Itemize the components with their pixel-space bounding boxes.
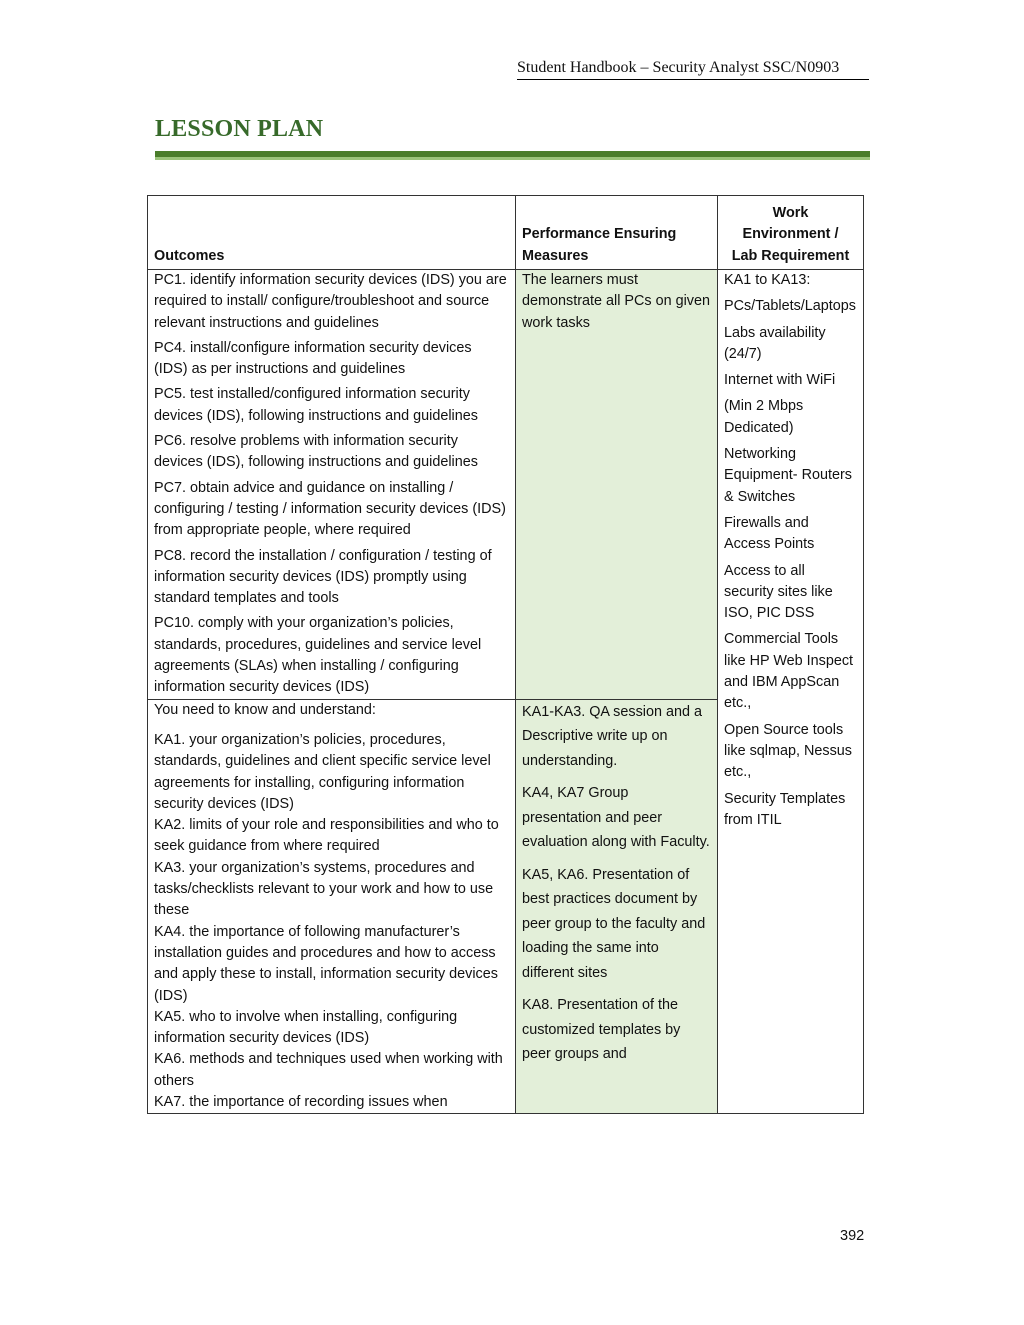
lesson-plan-table: [147, 195, 864, 1114]
requirement-item: Firewalls and Access Points: [724, 514, 815, 553]
outcome-item: PC4. install/configure information security devices (IDS) as per instructions and guidelines: [154, 339, 472, 378]
requirement-item: Labs availability (24/7): [724, 324, 826, 362]
outcome-item: PC6. resolve problems with information security devices (IDS), following instructions and guidelines: [154, 433, 478, 471]
outcome-item: PC10. comply with your organization’s policies, standards, procedures, guidelines and service level agreements (SLAs) when installing / configuring information security devices (IDS): [154, 615, 482, 696]
requirement-item: Commercial Tools like HP Web Inspect and IBM AppScan etc.,: [724, 631, 854, 712]
requirement-item: Internet with WiFi: [724, 372, 836, 389]
requirement-item: Security Templates from ITIL: [724, 790, 846, 828]
page-number: 392: [840, 1228, 865, 1244]
pc-outcomes-cell: [148, 270, 516, 700]
title-rule-accent: [155, 157, 870, 160]
requirement-item: KA1 to KA13:: [724, 272, 811, 288]
measure-item: KA5, KA6. Presentation of best practices document by peer group to the faculty and loading the same into different sites: [522, 866, 706, 981]
ka-intro: You need to know and understand:: [154, 701, 376, 718]
measure-item: KA4, KA7 Group presentation and peer evaluation along with Faculty.: [522, 785, 710, 851]
outcome-item: KA4. the importance of following manufacturer’s installation guides and procedures and how to access and apply these to install, information security devices (IDS): [154, 923, 498, 1004]
requirement-item: PCs/Tablets/Laptops: [724, 298, 856, 315]
ka-measures-cell: [516, 699, 718, 1114]
measure-item: KA8. Presentation of the customized templates by peer groups and: [522, 997, 681, 1063]
outcome-item: KA5. who to involve when installing, configuring information security devices (IDS): [154, 1008, 458, 1047]
measure-text: The learners must demonstrate all PCs on given work tasks: [522, 272, 710, 331]
outcome-item: KA3. your organization’s systems, procedures and tasks/checklists relevant to your work and how to use these: [154, 859, 494, 919]
outcome-item: PC5. test installed/configured information security devices (IDS), following instructions and guidelines: [154, 386, 478, 424]
requirement-item: (Min 2 Mbps Dedicated): [724, 398, 804, 436]
outcome-item: KA1. your organization’s policies, procedures, standards, guidelines and client specific service level agreements for installing, configuring information security devices (IDS): [154, 731, 491, 812]
header-outcomes: Outcomes: [148, 196, 516, 270]
outcome-item: PC8. record the installation / configuration / testing of information security devices (IDS) promptly using standard templates and tools: [154, 547, 492, 607]
ka-outcomes-cell: [148, 699, 516, 1114]
table-row-pc: [148, 270, 864, 700]
requirement-item: Access to all security sites like ISO, PIC DSS: [724, 562, 833, 622]
measure-item: KA1-KA3. QA session and a Descriptive write up on understanding.: [522, 703, 702, 769]
requirements-cell: [718, 270, 864, 1114]
outcome-item: KA7. the importance of recording issues when: [154, 1093, 448, 1110]
pc-measure-cell: [516, 270, 718, 700]
header-measures: Performance Ensuring Measures: [516, 196, 718, 270]
running-header: Student Handbook – Security Analyst SSC/N0903: [517, 58, 869, 80]
table-header-row: [148, 196, 864, 270]
outcome-item: PC1. identify information security devices (IDS) you are required to install/ configure/troubleshoot and source relevant instructions and guidelines: [154, 272, 507, 331]
header-work-environment: Work Environment / Lab Requirement: [718, 196, 864, 270]
outcome-item: KA6. methods and techniques used when working with others: [154, 1051, 503, 1089]
requirement-item: Networking Equipment- Routers & Switches: [724, 446, 852, 505]
outcome-item: KA2. limits of your role and responsibilities and who to seek guidance from where required: [154, 817, 499, 855]
outcome-item: PC7. obtain advice and guidance on installing / configuring / testing / information security devices (IDS) from appropriate people, where required: [154, 479, 506, 539]
page-title: LESSON PLAN: [155, 116, 324, 142]
requirement-item: Open Source tools like sqlmap, Nessus etc.,: [724, 721, 852, 781]
